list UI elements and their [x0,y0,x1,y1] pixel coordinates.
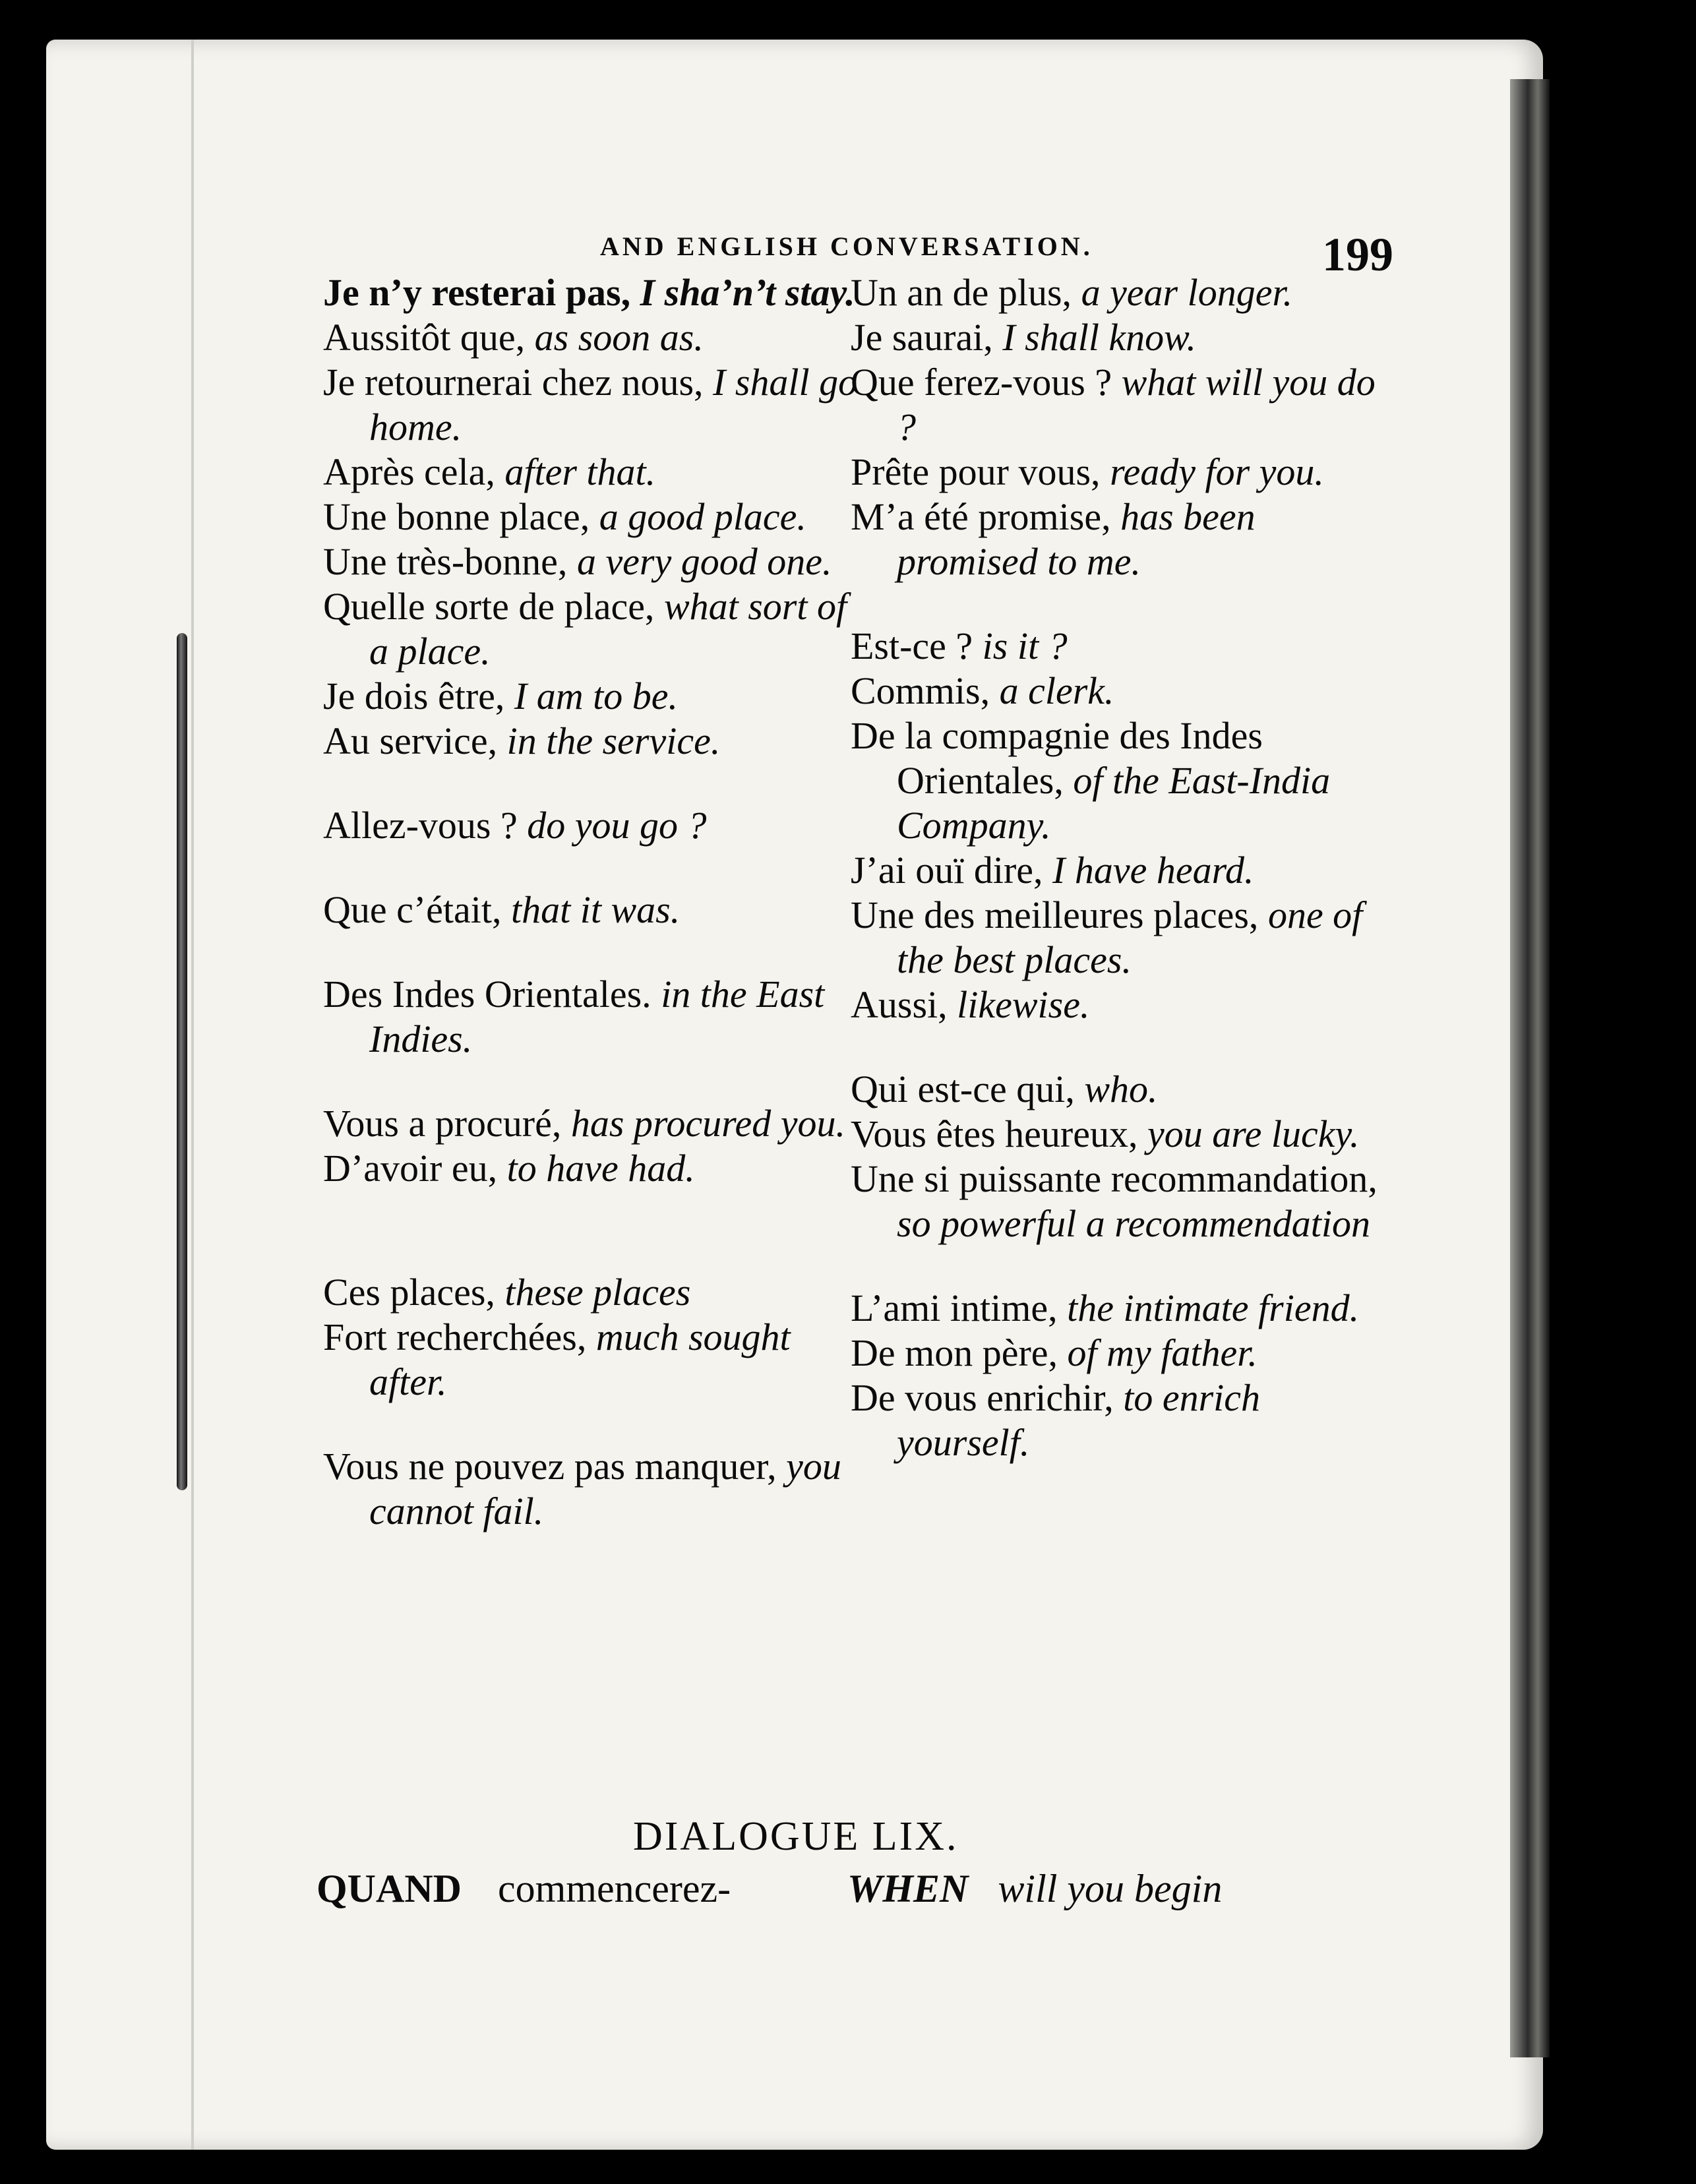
english-translation: is it ? [982,624,1068,667]
french-phrase: Vous a procuré, [323,1102,562,1145]
french-phrase: Prête pour vous, [851,450,1101,493]
french-phrase: De mon père, [851,1331,1058,1374]
phrase-entry [851,848,1398,893]
english-translation: the intimate friend. [1067,1287,1360,1329]
english-translation: to have had. [506,1147,695,1190]
running-head: AND ENGLISH CONVERSATION. [600,231,1093,261]
phrase-entry [851,1112,1398,1157]
french-phrase: J’ai ouï dire, [851,849,1043,892]
english-translation: you are lucky. [1147,1112,1360,1155]
french-phrase: Un an de plus, [851,271,1072,314]
last-line-french-rest: commencerez- [498,1867,731,1910]
english-translation: much sought after. [369,1316,791,1403]
phrase-entry [851,270,1398,315]
french-phrase: Vous êtes heureux, [851,1112,1138,1155]
french-phrase: Ces places, [323,1271,495,1314]
french-phrase: Je retournerai chez nous, [323,361,704,404]
page-gutter [191,40,194,2150]
french-phrase: Une si puissante recommandation, [851,1157,1378,1200]
french-phrase: De la compagnie des Indes Orientales, [851,714,1263,802]
english-translation: I am to be. [514,675,678,717]
last-line-french-initial: QUAND [317,1867,462,1910]
phrase-entry [323,360,864,450]
phrase-entry [851,713,1398,848]
dialogue-title: DIALOGUE LIX. [633,1814,959,1859]
french-phrase: Quelle sorte de place, [323,585,655,628]
french-phrase: Qui est-ce qui, [851,1068,1075,1110]
english-translation: I have heard. [1052,849,1254,892]
phrase-entry [851,893,1398,983]
phrase-entry [323,1315,864,1405]
phrase-entry [851,495,1398,584]
english-translation: to enrich yourself. [897,1376,1261,1464]
phrase-entry [323,584,864,674]
phrase-entry [851,1376,1398,1465]
english-translation: in the service. [506,719,721,762]
phrase-entry [851,1157,1398,1246]
phrase-entry [851,624,1398,669]
last-line-english-initial: WHEN [847,1867,969,1910]
french-phrase: Commis, [851,669,990,712]
english-translation: likewise. [957,983,1090,1026]
english-translation: who. [1084,1068,1158,1110]
french-phrase: Une bonne place, [323,495,590,538]
french-phrase: Vous ne pouvez pas manquer, [323,1445,777,1488]
phrase-entry [851,450,1398,495]
phrase-entry [323,1270,864,1315]
english-translation: I shall go home. [369,361,858,448]
french-phrase: Allez-vous ? [323,804,518,847]
english-translation: ready for you. [1110,450,1324,493]
english-translation: a very good one. [576,540,832,583]
english-translation: I sha’n’t stay. [640,271,855,314]
phrase-entry [323,888,864,932]
phrase-entry [851,360,1398,450]
french-phrase: Que ferez-vous ? [851,361,1112,404]
phrase-entry [323,315,864,360]
phrase-entry [323,803,864,848]
french-phrase: De vous enrichir, [851,1376,1114,1419]
phrase-entry [323,539,864,584]
phrase-entry [323,1146,864,1191]
french-phrase: Une très-bonne, [323,540,568,583]
english-translation: has procured you. [570,1102,845,1145]
left-column [323,270,864,1534]
phrase-entry [851,1067,1398,1112]
english-translation: what sort of a place. [369,585,847,673]
last-line-english [847,1866,1222,1912]
french-phrase: Aussitôt que, [323,316,526,359]
phrase-entry [851,983,1398,1027]
english-translation: in the East Indies. [369,973,825,1060]
french-phrase: Une des meilleures places, [851,894,1259,936]
english-translation: do you go ? [527,804,707,847]
french-phrase: Au service, [323,719,498,762]
french-phrase: M’a été promise, [851,495,1111,538]
french-phrase: Après cela, [323,450,495,493]
phrase-entry [323,972,864,1062]
english-translation: what will you do ? [897,361,1376,448]
english-translation: of my father. [1067,1331,1257,1374]
french-phrase: Que c’était, [323,888,502,931]
last-line-french [317,1866,731,1912]
english-translation: these places [504,1271,691,1314]
right-column [851,270,1398,1465]
english-translation: after that. [504,450,656,493]
last-line-english-rest: will you begin [998,1867,1223,1910]
french-phrase: Je saurai, [851,316,993,359]
french-phrase: Est-ce ? [851,624,973,667]
french-phrase: Je dois être, [323,675,505,717]
english-translation: so powerful a recommendation [897,1202,1370,1245]
phrase-entry [323,1101,864,1146]
phrase-entry [323,1444,864,1534]
english-translation: I shall know. [1002,316,1197,359]
english-translation: that it was. [511,888,681,931]
english-translation: you cannot fail. [369,1445,841,1532]
french-phrase: Fort recherchées, [323,1316,587,1358]
phrase-entry [323,270,864,315]
english-translation: of the East-India Company. [897,759,1331,847]
phrase-entry [323,450,864,495]
phrase-entry [851,1331,1398,1376]
english-translation: a good place. [599,495,806,538]
french-phrase: Des Indes Orientales. [323,973,651,1016]
english-translation: a year longer. [1081,271,1293,314]
french-phrase: D’avoir eu, [323,1147,498,1190]
french-phrase: Je n’y resterai pas, [323,271,631,314]
french-phrase: Aussi, [851,983,948,1026]
english-translation: a clerk. [999,669,1114,712]
phrase-entry [323,495,864,539]
phrase-entry [323,674,864,719]
phrase-entry [323,719,864,764]
english-translation: as soon as. [534,316,704,359]
french-phrase: L’ami intime, [851,1287,1058,1329]
phrase-entry [851,669,1398,713]
page-number: 199 [1322,228,1393,281]
english-translation: one of the best places. [897,894,1363,981]
page-edge [1510,79,1550,2057]
phrase-entry [851,1286,1398,1331]
phrase-entry [851,315,1398,360]
english-translation: has been promised to me. [897,495,1256,583]
binding-cord [177,633,187,1490]
